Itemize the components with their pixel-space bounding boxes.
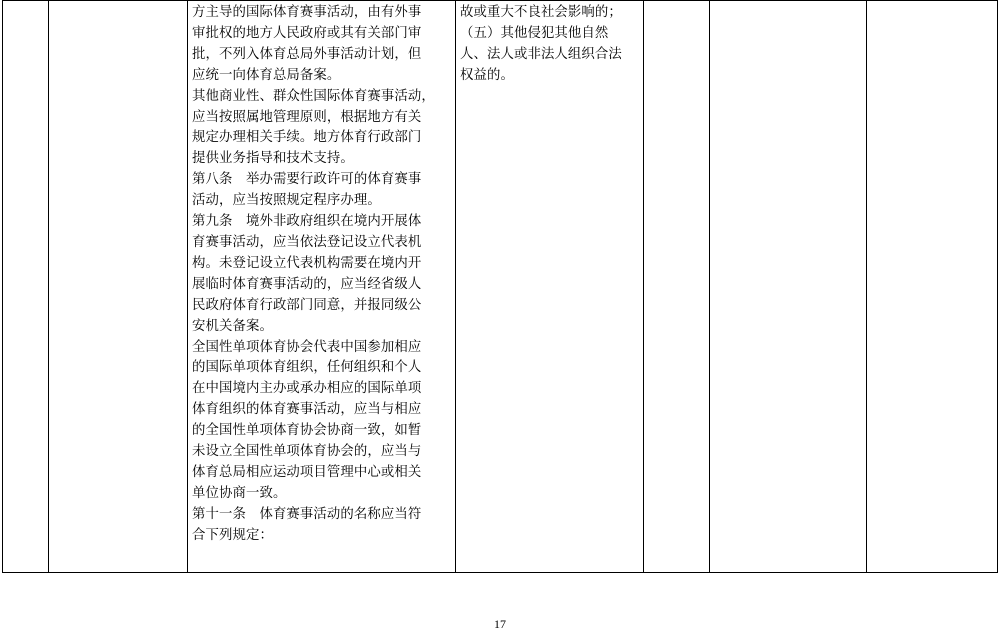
table-cell-col5 <box>644 1 710 573</box>
text-line: 第九条 境外非政府组织在境内开展体 <box>192 214 422 230</box>
text-line: 的国际单项体育组织，任何组织和个人 <box>192 360 422 376</box>
page-number: 17 <box>494 617 506 631</box>
text-line: 全国性单项体育协会代表中国参加相应 <box>192 339 422 355</box>
text-line: 提供业务指导和技术支持。 <box>192 151 354 167</box>
text-line: 体育总局相应运动项目管理中心或相关 <box>192 464 422 480</box>
text-line: 民政府体育行政部门同意，并报同级公 <box>192 297 422 313</box>
text-line: 其他商业性、群众性国际体育赛事活动， <box>192 88 435 104</box>
regulation-table <box>2 0 998 573</box>
text-line: 活动，应当按照规定程序办理。 <box>192 193 381 209</box>
table-cell-col4 <box>456 1 644 573</box>
text-line: 批，不列入体育总局外事活动计划，但 <box>192 46 422 62</box>
text-line: 应统一向体育总局备案。 <box>192 67 341 83</box>
table-cell-col7 <box>867 1 998 573</box>
text-line: 方主导的国际体育赛事活动，由有外事 <box>192 5 422 20</box>
text-line: 的全国性单项体育协会协商一致，如暂 <box>192 423 422 439</box>
text-line: 展临时体育赛事活动的，应当经省级人 <box>192 276 422 292</box>
text-line: 故或重大不良社会影响的； <box>460 5 622 20</box>
table-cell-col1 <box>3 1 49 573</box>
text-line: 构。未登记设立代表机构需要在境内开 <box>192 255 422 271</box>
penalty-condition-text <box>456 1 643 87</box>
text-line: 合下列规定： <box>192 527 273 543</box>
table-cell-col3 <box>188 1 456 573</box>
text-line: 体育组织的体育赛事活动，应当与相应 <box>192 402 422 418</box>
text-line: 未设立全国性单项体育协会的，应当与 <box>192 444 422 460</box>
text-line: 育赛事活动，应当依法登记设立代表机 <box>192 234 422 250</box>
text-line: 人、法人或非法人组织合法 <box>460 46 622 62</box>
text-line: 规定办理相关手续。地方体育行政部门 <box>192 130 422 146</box>
text-line: 安机关备案。 <box>192 318 273 334</box>
table-cell-col6 <box>710 1 867 573</box>
table-cell-col2 <box>49 1 188 573</box>
table-row <box>3 1 998 573</box>
text-line: 第十一条 体育赛事活动的名称应当符 <box>192 506 422 522</box>
text-line: 审批权的地方人民政府或其有关部门审 <box>192 25 422 41</box>
regulation-clause-text <box>188 1 455 547</box>
text-line: 在中国境内主办或承办相应的国际单项 <box>192 381 422 397</box>
text-line: 第八条 举办需要行政许可的体育赛事 <box>192 172 422 188</box>
text-line: 权益的。 <box>460 67 514 83</box>
text-line: 应当按照属地管理原则，根据地方有关 <box>192 109 422 125</box>
text-line: （五）其他侵犯其他自然 <box>460 25 609 41</box>
text-line: 单位协商一致。 <box>192 485 287 501</box>
